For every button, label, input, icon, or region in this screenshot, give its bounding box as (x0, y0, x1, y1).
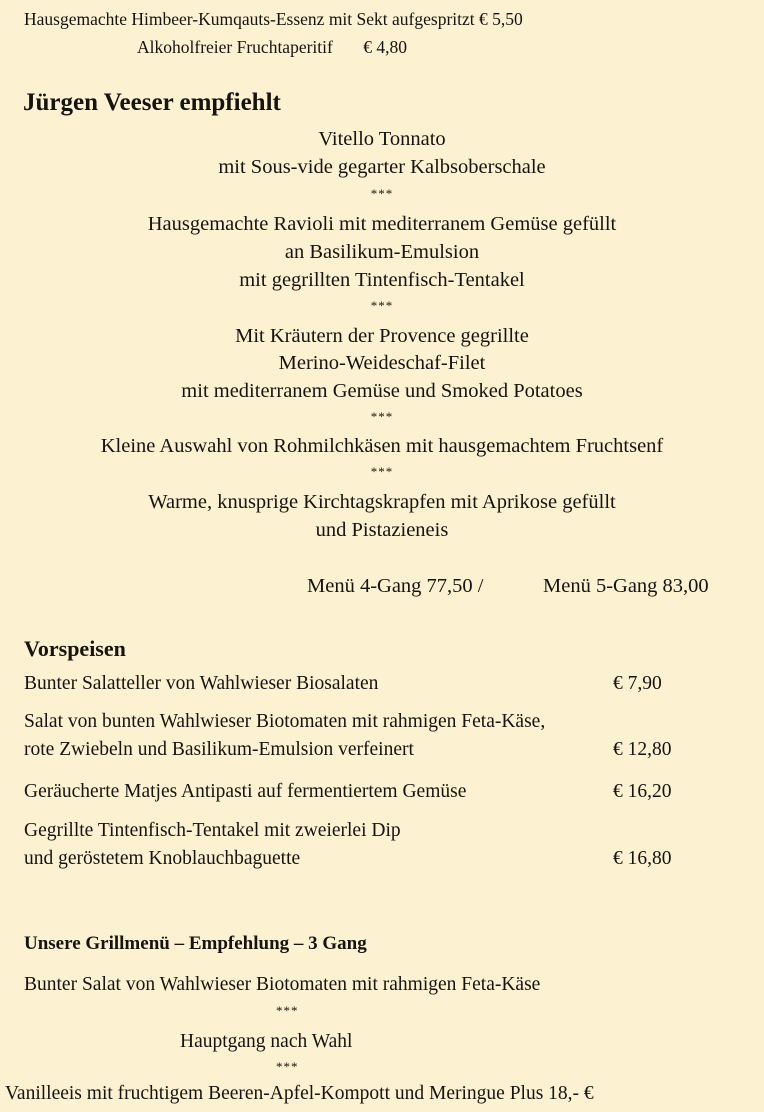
separator: *** (276, 1059, 299, 1074)
course-2-line-1: Hausgemachte Ravioli mit mediterranem Gemüse gefüllt (147, 213, 617, 235)
separator: *** (370, 464, 394, 479)
course-1-line-1: Vitello Tonnato (318, 128, 446, 150)
starter-3-line-1: Geräucherte Matjes Antipasti auf fermentiertem Gemüse (24, 781, 467, 802)
starter-4-price: € 16,80 (613, 848, 672, 869)
separator: *** (370, 186, 394, 201)
starter-2-price: € 12,80 (613, 739, 672, 760)
starter-4-line-1: Gegrillte Tintenfisch-Tentakel mit zweierlei Dip (24, 820, 401, 841)
starter-1-price: € 7,90 (613, 673, 662, 694)
course-3-line-3: mit mediterranem Gemüse und Smoked Potatoes (181, 380, 583, 402)
separator: *** (370, 409, 394, 424)
course-5-line-1: Warme, knusprige Kirchtagskrapfen mit Aprikose gefüllt (148, 491, 616, 513)
aperitif-2-label: Alkoholfreier Fruchtaperitif (137, 37, 333, 57)
menu-4-price: Menü 4-Gang 77,50 / (307, 575, 484, 597)
aperitif-1-price: € 5,50 (479, 9, 523, 29)
starters-title: Vorspeisen (24, 636, 126, 661)
course-3-line-2: Merino-Weideschaf-Filet (278, 352, 486, 374)
grill-title: Unsere Grillmenü – Empfehlung – 3 Gang (24, 933, 367, 954)
starter-2-line-2: rote Zwiebeln und Basilikum-Emulsion verfeinert (24, 739, 414, 760)
course-1-line-2: mit Sous-vide gegarter Kalbsoberschale (218, 156, 546, 178)
grill-course-2: Hauptgang nach Wahl (180, 1031, 353, 1052)
separator: *** (370, 298, 394, 313)
aperitif-2-price: € 4,80 (363, 37, 407, 57)
course-2-line-3: mit gegrillten Tintenfisch-Tentakel (239, 269, 525, 291)
starter-4-line-2: und geröstetem Knoblauchbaguette (24, 848, 301, 869)
starter-3-price: € 16,20 (613, 781, 672, 802)
aperitif-2 (137, 37, 407, 58)
separator: *** (276, 1003, 299, 1018)
menu-5-price: Menü 5-Gang 83,00 (543, 575, 709, 597)
starter-1-line-1: Bunter Salatteller von Wahlwieser Biosalaten (24, 673, 379, 694)
course-3-line-1: Mit Kräutern der Provence gegrillte (235, 325, 529, 347)
aperitif-1 (24, 9, 523, 30)
course-4-line-1: Kleine Auswahl von Rohmilchkäsen mit hausgemachtem Fruchtsenf (100, 435, 664, 457)
course-5-line-2: und Pistazieneis (315, 519, 449, 541)
course-2-line-2: an Basilikum-Emulsion (284, 241, 480, 263)
recommendation-title: Jürgen Veeser empfiehlt (23, 89, 281, 116)
aperitif-1-label: Hausgemachte Himbeer-Kumqauts-Essenz mit Sekt aufgespritzt (24, 9, 475, 29)
grill-course-1: Bunter Salat von Wahlwieser Biotomaten mit rahmigen Feta-Käse (24, 974, 541, 995)
starter-2-line-1: Salat von bunten Wahlwieser Biotomaten mit rahmigen Feta-Käse, (24, 711, 546, 732)
grill-course-3: Vanilleeis mit fruchtigem Beeren-Apfel-Kompott und Meringue Plus 18,- € (5, 1083, 594, 1104)
